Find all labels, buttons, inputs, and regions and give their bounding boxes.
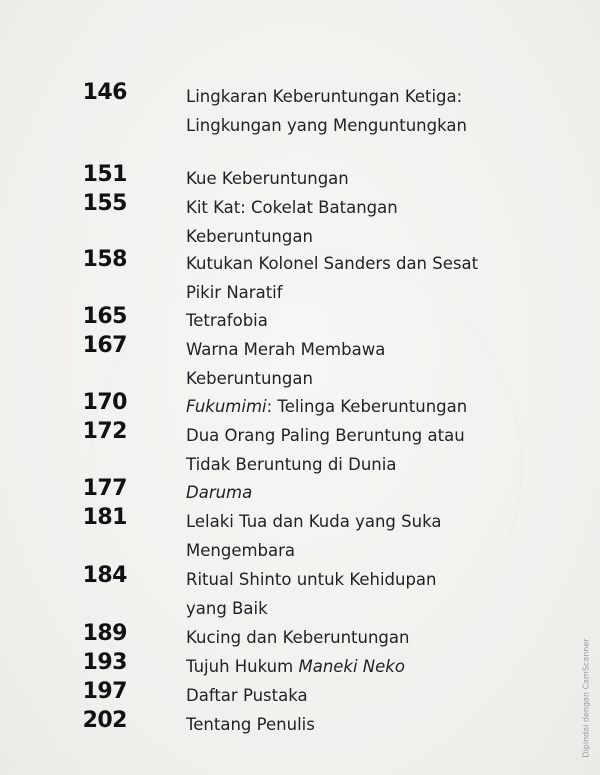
entry-title: Tujuh Hukum Maneki Neko (186, 657, 405, 676)
scanner-watermark: Dipindai dengan CamScanner (581, 638, 591, 758)
page-number: 155 (82, 191, 127, 216)
entry-title: Ritual Shinto untuk Kehidupan yang Baik (186, 570, 437, 618)
entry-title: Lingkaran Keberuntungan Ketiga: Lingkungan yang Menguntungkan (186, 87, 467, 135)
page-number: 202 (82, 708, 127, 733)
page-number: 193 (82, 650, 127, 675)
entry-title: Kue Keberuntungan (186, 169, 349, 188)
page-number: 197 (82, 679, 127, 704)
entry-title: Dua Orang Paling Beruntung atau Tidak Beruntung di Dunia (186, 426, 465, 474)
page-number: 181 (82, 505, 127, 530)
page-number: 151 (82, 162, 127, 187)
page-number: 177 (82, 476, 127, 501)
entry-title: Daruma (186, 483, 253, 502)
entry-title: Tetrafobia (186, 311, 268, 330)
entry-title: Kit Kat: Cokelat Batangan Keberuntungan (186, 198, 398, 246)
entry-title: Warna Merah Membawa Keberuntungan (186, 340, 386, 388)
entry-title: Kutukan Kolonel Sanders dan Sesat Pikir Naratif (186, 254, 479, 302)
page-number: 170 (82, 390, 127, 415)
page-number: 172 (82, 419, 127, 444)
page-number: 167 (82, 333, 127, 358)
page-number: 146 (82, 80, 127, 105)
page-number: 165 (82, 304, 127, 329)
entry-title: Lelaki Tua dan Kuda yang Suka Mengembara (186, 512, 442, 560)
page-number: 184 (82, 563, 127, 588)
page-number: 189 (82, 621, 127, 646)
entry-title: Fukumimi: Telinga Keberuntungan (186, 397, 468, 416)
page-number: 158 (82, 247, 127, 272)
entry-title: Kucing dan Keberuntungan (186, 628, 410, 647)
entry-title: Daftar Pustaka (186, 686, 308, 705)
entry-title: Tentang Penulis (186, 715, 315, 734)
